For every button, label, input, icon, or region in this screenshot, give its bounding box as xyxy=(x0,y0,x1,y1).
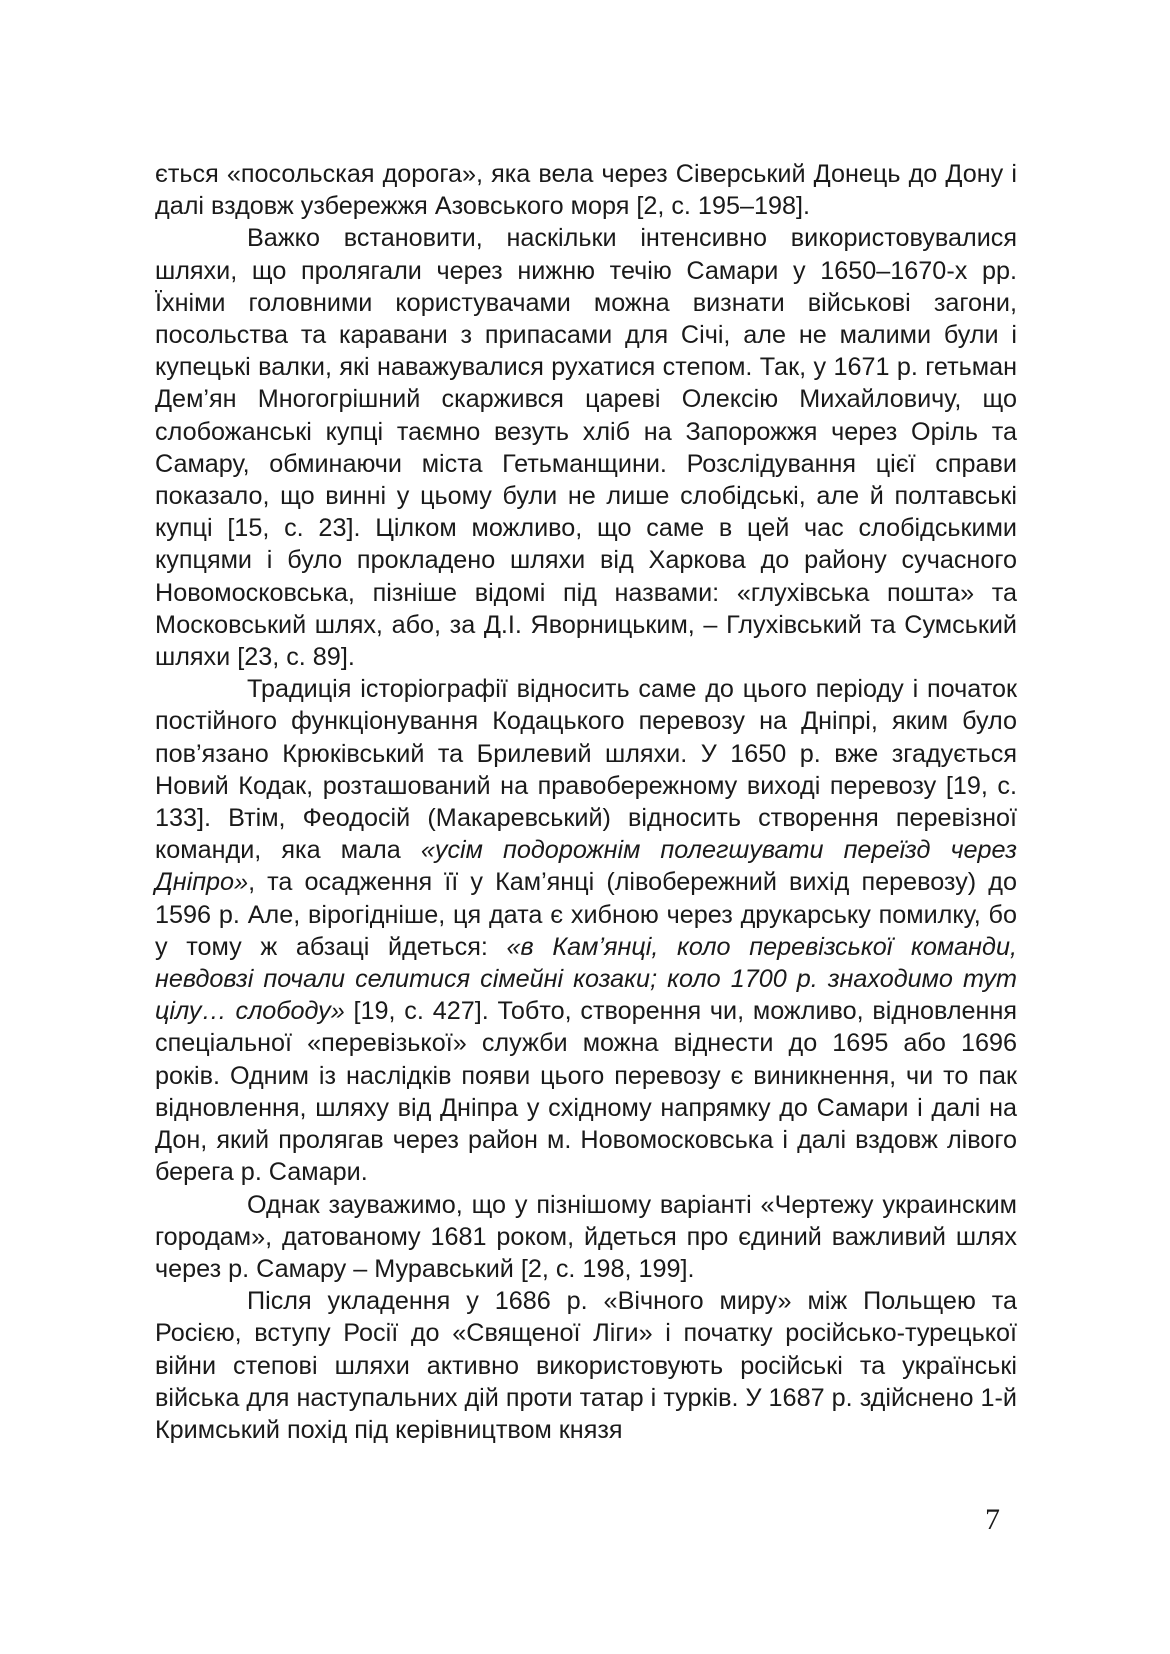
text-run: Традиція історіографії відносить саме до цього періоду і початок постійного функціонування Кодацького перевозу на Дніпрі, яким було пов’язано Крюківський та Брилевий шляхи. У 1650 р. вже згадується Новий Кодак, розташований на правобережному виході перевозу [19, с. 133]. Втім, Феодосій (Макаревський) відносить створення перевізної команди, яка мала xyxy=(155,675,1017,865)
italic-quote: «в Кам’янці, коло перевізської команди, невдовзі почали селитися сімейні козаки; коло 1700 р. знаходимо тут цілу… слободу» xyxy=(155,932,1017,1026)
paragraph xyxy=(155,158,1017,222)
text-run: Важко встановити, наскільки інтенсивно використовувалися шляхи, що пролягали через нижню течію Самари у 1650–1670-х рр. Їхніми головними користувачами можна визнати військові загони, посольства та каравани з припасами для Січі, але не малими були і купецькі валки, які наважувалися рухатися степом. Так, у 1671 р. гетьман Дем’ян Многогрішний скаржився цареві Олексію Михайловичу, що слобожанські купці таємно везуть хліб на Запорожжя через Оріль та Самару, обминаючи міста Гетьманщини. Розслідування цієї справи показало, що винні у цьому були не лише слобідські, але й полтавські купці [15, с. 23]. Цілком можливо, що саме в цей час слобідськими купцями і було прокладено шляхи від Харкова до району сучасного Новомосковська, пізніше відомі під назвами: «глухівська пошта» та Московський шлях, або, за Д.І. Яворницьким, – Глухівський та Сумський шляхи [23, с. 89]. xyxy=(155,224,1017,672)
text-run: ється «посольская дорога», яка вела через Сіверський Донець до Дону і далі вздовж узбережжя Азовського моря [2, с. 195–198]. xyxy=(155,160,1017,221)
text-run: Після укладення у 1686 р. «Вічного миру» між Польщею та Росією, вступу Росії до «Священої Ліги» і початку російсько-турецької війни степові шляхи активно використовують російські та українські війська для наступальних дій проти татар і турків. У 1687 р. здійснено 1-й Кримський похід під керівництвом князя xyxy=(155,1287,1017,1444)
page-number: 7 xyxy=(985,1503,1000,1536)
text-run: [19, с. 427]. Тобто, створення чи, можливо, відновлення спеціальної «перевізької» служби можна віднести до 1695 або 1696 років. Одним із наслідків появи цього перевозу є виникнення, чи то пак відновлення, шляху від Дніпра у східному напрямку до Самари і далі на Дон, який пролягав через район м. Новомосковська і далі вздовж лівого берега р. Самари. xyxy=(155,997,1017,1187)
paragraph xyxy=(155,1189,1017,1286)
paragraph xyxy=(155,673,1017,1188)
text-run: Однак зауважимо, що у пізнішому варіанті «Чертежу украинским городам», датованому 1681 роком, йдеться про єдиний важливий шлях через р. Самару – Муравський [2, с. 198, 199]. xyxy=(155,1190,1017,1283)
text-run: , та осадження її у Кам’янці (лівобережний вихід перевозу) до 1596 р. Але, вірогідніше, ця дата є хибною через друкарську помилку, бо у тому ж абзаці йдеться: xyxy=(155,868,1017,961)
italic-quote: «усім подорожнім полегшувати переїзд через Дніпро» xyxy=(155,836,1017,897)
paragraph xyxy=(155,1285,1017,1446)
paragraph xyxy=(155,222,1017,673)
body-text xyxy=(155,158,1017,1446)
